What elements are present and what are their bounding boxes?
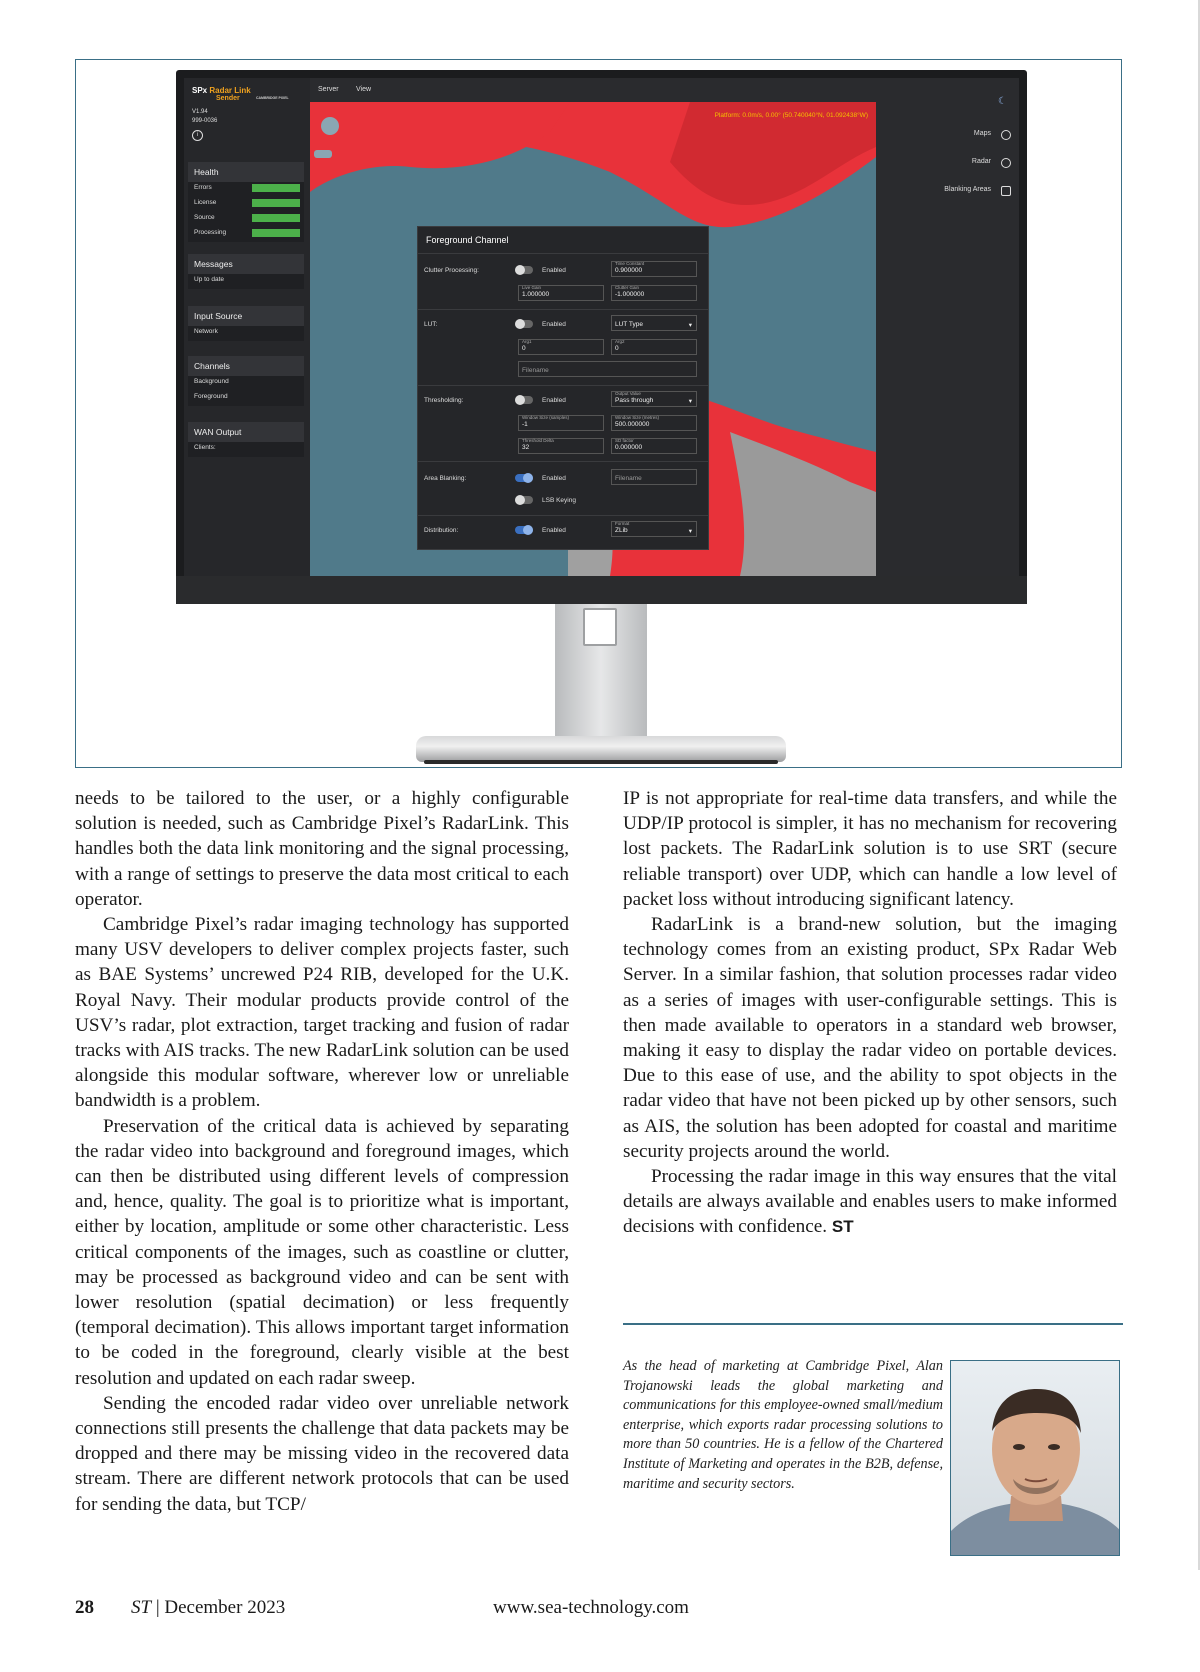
menu-server: Server [318,86,339,93]
maps-item[interactable]: Maps [973,130,991,137]
brand-prefix: SPx [192,86,210,95]
time-constant-field[interactable]: Time Constant 0.900000 [611,261,697,277]
clutter-label: Clutter Processing: [424,267,479,274]
section-title: Channels [188,356,304,376]
paragraph: needs to be tailored to the user, or a highly configurable solution is needed, such as Cambridge Pixel’s RadarLink. This handles both the data link monitoring and the signal processing, with a range of settings to preserve the data most critical to each operator. [75,788,569,910]
threshold-toggle[interactable] [515,396,533,404]
menu-view: View [356,86,372,93]
section-messages [188,254,304,289]
area-blanking-label: Area Blanking: [424,475,467,482]
status-bar-icon [252,184,300,192]
paragraph: Sending the encoded radar video over unreliable network connections still presents the challenge that data packets may be dropped and there may be missing video in the recovered data stream. There are different network protocols that can be used for sending the data, but TCP/ [75,1392,569,1515]
lut-type-select[interactable]: LUT Type ▾ [611,315,697,331]
distribution-label: Distribution: [424,527,459,534]
health-row: Processing [188,227,304,242]
monitor-bezel [176,576,1027,604]
channel-row: Foreground [194,393,228,400]
monitor-base [416,736,786,762]
globe-icon[interactable] [1001,130,1011,140]
clutter-toggle[interactable] [515,266,533,274]
section-title: Health [188,162,304,182]
threshold-enabled-label: Enabled [542,397,566,404]
lsb-keying-toggle[interactable] [515,496,533,504]
paragraph-last [623,1164,1117,1240]
health-row: Source [188,212,304,227]
paragraph: Preservation of the critical data is achieved by separating the radar video into background and foreground images, which can then be distributed using different levels of compression and, hence, quality. The goal is to prioritize what is important, either by location, amplitude or some other characteristic. Less critical components of the images, such as coastline or clutter, may be processed as background video and can be sent with lower resolution (spatial decimation) or less frequently (temporal decimation). This allows important target information to be coded in the foreground, clearly visible at the best resolution and updated on each radar sweep. [75,1115,569,1389]
lut-enabled-label: Enabled [542,321,566,328]
section-health [188,162,304,242]
chevron-down-icon: ▾ [688,398,692,405]
health-row: Errors [188,182,304,197]
brand-company: CAMBRIDGE PIXEL [256,96,289,100]
health-row: License [188,197,304,212]
app-version: V1.94 [192,109,208,115]
monitor-screen [184,78,1019,576]
paragraph: Cambridge Pixel’s radar imaging technology has supported many USV developers to deliver complex projects faster, such as BAE Systems’ uncrewed P24 RIB, developed for the U.K. Royal Navy. Their modular products provide control of the USV’s radar, plot extraction, target tracking and fusion of radar tracks with AIS tracks. The new RadarLink solution can be used alongside this modular software, wherever low or unreliable bandwidth is a problem. [75,914,569,1112]
paragraph: IP is not appropriate for real-time data transfers, and while the UDP/IP protocol is simpler, it has no mechanism for recovering lost packets. The RadarLink solution is to use SRT (secure reliable transport) over UDP, which can handle a low level of packet loss without introducing significant latency. [623,788,1117,910]
section-channels [188,356,304,406]
app-right-panel [876,78,1019,576]
distribution-toggle[interactable] [515,526,533,534]
blanking-areas-item[interactable]: Blanking Areas [944,186,991,193]
magazine-issue [131,1597,285,1619]
window-samples-field[interactable]: Window Size (samples) -1 [518,415,604,431]
input-row: Network [194,328,218,335]
author-portrait [951,1361,1120,1556]
area-enabled-label: Enabled [542,475,566,482]
shapes-icon[interactable] [1001,186,1011,196]
distribution-enabled-label: Enabled [542,527,566,534]
section-input-source [188,306,304,341]
threshold-delta-field[interactable]: Threshold Delta 32 [518,438,604,454]
brand-name: Radar Link [209,86,251,95]
moon-icon[interactable]: ☾ [998,96,1007,107]
chevron-down-icon: ▾ [688,322,692,329]
article-column-left [75,786,569,1517]
section-title: Messages [188,254,304,274]
output-value-select[interactable]: Output Value Pass through ▾ [611,391,697,407]
messages-row: Up to date [194,276,224,283]
figure-frame [75,59,1122,768]
app-brand [192,86,289,102]
app-version-block [192,108,217,126]
article-column-right [623,786,1117,1240]
page-number: 28 [75,1597,94,1618]
status-bar-icon [252,229,300,237]
section-title: WAN Output [188,422,304,442]
lut-label: LUT: [424,321,438,328]
author-photo [950,1360,1120,1556]
threshold-label: Thresholding: [424,397,464,404]
area-blanking-toggle[interactable] [515,474,533,482]
end-mark: ST [831,1217,854,1237]
paragraph: RadarLink is a brand-new solution, but the imaging technology comes from an existing product, SPx Radar Web Server. In a similar fashion, that solution processes radar video as a series of images with user-configurable settings. This is then made available to operators in a standard web browser, making it easy to display the radar video on portable devices. Due to this ease of use, and the ability to spot objects in the radar video that have not been picked up by other sensors, such as AIS, the solution has been adopted for coastal and maritime security projects around the world. [623,914,1117,1162]
website-url[interactable]: www.sea-technology.com [493,1597,689,1618]
platform-readout: Platform: 0.0m/s, 0.00° (50.740040°N, 01.092438°W) [714,112,868,119]
wan-row: Clients: [194,444,216,451]
foreground-channel-panel [417,226,709,550]
brand-sub: Sender [216,95,240,102]
lsb-keying-label: LSB Keying [542,497,576,504]
arg2-field[interactable]: Arg2 0 [611,339,697,355]
clutter-enabled-label: Enabled [542,267,566,274]
status-bar-icon [252,214,300,222]
window-metres-field[interactable]: Window Size (metres) 500.000000 [611,415,697,431]
radar-item[interactable]: Radar [971,158,991,165]
monitor-image [176,70,1027,604]
bio-divider [623,1323,1123,1325]
monitor-base-shadow [424,760,778,764]
section-title: Input Source [188,306,304,326]
section-wan-output [188,422,304,457]
panel-title: Foreground Channel [426,235,509,245]
app-sidebar [184,78,310,576]
lut-toggle[interactable] [515,320,533,328]
magazine-name: ST [131,1597,152,1618]
radar-icon[interactable] [1001,158,1011,168]
live-gain-field[interactable]: Live Gain 1.000000 [518,285,604,301]
arg1-field[interactable]: Arg1 0 [518,339,604,355]
issue-date: | December 2023 [151,1597,286,1618]
clutter-gain-field[interactable]: Clutter Gain -1.000000 [611,285,697,301]
author-bio: As the head of marketing at Cambridge Pixel, Alan Trojanowski leads the global marketing and communications for this employee-owned small/medium enterprise, which exports radar processing solutions to more than 50 countries. He is a fellow of the Chartered Institute of Marketing and operates in the B2B, defense, maritime and security sectors. [623,1358,943,1492]
lut-filename-field[interactable]: Filename [518,361,697,377]
channel-row: Background [194,378,229,385]
paragraph-text: Processing the radar image in this way ensures that the vital details are always available and enables users to make informed decisions with confidence. [623,1166,1117,1238]
info-icon: i [192,130,203,141]
chevron-down-icon: ▾ [688,528,692,535]
area-filename-field[interactable]: Filename [611,469,697,485]
app-build: 999-0036 [192,118,218,124]
sd-factor-field[interactable]: SD factor 0.000000 [611,438,697,454]
format-select[interactable]: Format ZLib ▾ [611,521,697,537]
status-bar-icon [252,199,300,207]
stand-cable-hole [583,608,617,646]
